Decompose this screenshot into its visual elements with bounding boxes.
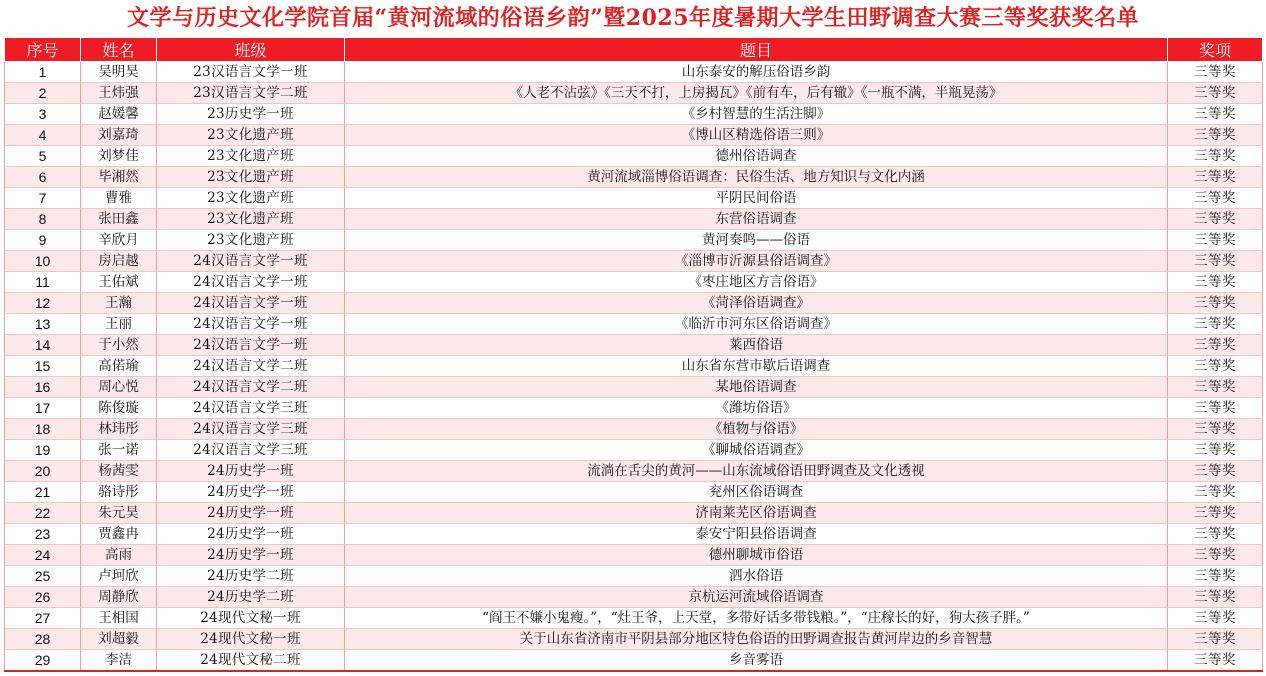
table-row <box>5 83 1263 104</box>
header-class: 班级 <box>157 38 345 62</box>
header-no: 序号 <box>5 38 81 62</box>
cell-class: 24历史学一班 <box>157 524 345 545</box>
table-row <box>5 356 1263 377</box>
cell-name: 吴明昊 <box>81 62 157 83</box>
cell-class: 24汉语言文学三班 <box>157 419 345 440</box>
table-row <box>5 314 1263 335</box>
table-row <box>5 587 1263 608</box>
cell-award: 三等奖 <box>1168 398 1263 419</box>
cell-name: 刘嘉琦 <box>81 125 157 146</box>
cell-topic: 泰安宁阳县俗语调查 <box>345 524 1168 545</box>
cell-topic: 《乡村智慧的生活注脚》 <box>345 104 1168 125</box>
table-body <box>5 62 1263 672</box>
cell-award: 三等奖 <box>1168 251 1263 272</box>
cell-name: 于小然 <box>81 335 157 356</box>
cell-class: 24现代文秘一班 <box>157 629 345 650</box>
cell-no: 27 <box>5 608 81 629</box>
cell-award: 三等奖 <box>1168 503 1263 524</box>
cell-no: 1 <box>5 62 81 83</box>
table-row <box>5 62 1263 83</box>
table-row <box>5 650 1263 672</box>
cell-class: 24汉语言文学一班 <box>157 293 345 314</box>
cell-no: 25 <box>5 566 81 587</box>
cell-class: 23汉语言文学一班 <box>157 62 345 83</box>
cell-class: 24历史学二班 <box>157 566 345 587</box>
cell-name: 李洁 <box>81 650 157 672</box>
cell-award: 三等奖 <box>1168 188 1263 209</box>
table-row <box>5 608 1263 629</box>
cell-award: 三等奖 <box>1168 461 1263 482</box>
cell-topic: 《植物与俗语》 <box>345 419 1168 440</box>
cell-no: 8 <box>5 209 81 230</box>
cell-topic: 《菏泽俗语调查》 <box>345 293 1168 314</box>
table-row <box>5 524 1263 545</box>
table-row <box>5 377 1263 398</box>
table-row <box>5 272 1263 293</box>
cell-award: 三等奖 <box>1168 293 1263 314</box>
cell-name: 林玮彤 <box>81 419 157 440</box>
cell-class: 23文化遗产班 <box>157 188 345 209</box>
cell-class: 24汉语言文学三班 <box>157 398 345 419</box>
table-row <box>5 398 1263 419</box>
cell-topic: 东营俗语调查 <box>345 209 1168 230</box>
table-row <box>5 230 1263 251</box>
cell-name: 朱元昊 <box>81 503 157 524</box>
header-topic: 题目 <box>345 38 1168 62</box>
cell-topic: “阎王不嫌小鬼瘦。”，“灶王爷，上天堂，多带好话多带钱粮。”，“庄稼长的好，狗大孩子胖。” <box>345 608 1168 629</box>
table-row <box>5 503 1263 524</box>
cell-no: 23 <box>5 524 81 545</box>
cell-name: 王丽 <box>81 314 157 335</box>
cell-award: 三等奖 <box>1168 104 1263 125</box>
table-row <box>5 461 1263 482</box>
cell-class: 23文化遗产班 <box>157 230 345 251</box>
cell-class: 24历史学一班 <box>157 482 345 503</box>
cell-name: 陈俊璇 <box>81 398 157 419</box>
table-row <box>5 104 1263 125</box>
cell-no: 5 <box>5 146 81 167</box>
cell-no: 3 <box>5 104 81 125</box>
table-row <box>5 482 1263 503</box>
table-row <box>5 440 1263 461</box>
cell-award: 三等奖 <box>1168 146 1263 167</box>
header-award: 奖项 <box>1168 38 1263 62</box>
cell-class: 24汉语言文学一班 <box>157 251 345 272</box>
cell-no: 2 <box>5 83 81 104</box>
cell-name: 辛欣月 <box>81 230 157 251</box>
cell-topic: 某地俗语调查 <box>345 377 1168 398</box>
cell-name: 卢珂欣 <box>81 566 157 587</box>
cell-class: 24历史学一班 <box>157 503 345 524</box>
cell-topic: 黄河奏鸣——俗语 <box>345 230 1168 251</box>
cell-topic: 乡音雾语 <box>345 650 1168 672</box>
cell-name: 毕湘然 <box>81 167 157 188</box>
cell-no: 28 <box>5 629 81 650</box>
cell-class: 24历史学二班 <box>157 587 345 608</box>
cell-award: 三等奖 <box>1168 524 1263 545</box>
table-row <box>5 293 1263 314</box>
cell-topic: 《枣庄地区方言俗语》 <box>345 272 1168 293</box>
cell-award: 三等奖 <box>1168 650 1263 672</box>
cell-class: 23历史学一班 <box>157 104 345 125</box>
cell-no: 17 <box>5 398 81 419</box>
cell-class: 24历史学一班 <box>157 461 345 482</box>
cell-topic: 莱西俗语 <box>345 335 1168 356</box>
cell-name: 王佑斌 <box>81 272 157 293</box>
cell-award: 三等奖 <box>1168 419 1263 440</box>
cell-no: 10 <box>5 251 81 272</box>
table-row <box>5 209 1263 230</box>
cell-class: 23文化遗产班 <box>157 146 345 167</box>
cell-name: 刘超毅 <box>81 629 157 650</box>
cell-no: 15 <box>5 356 81 377</box>
table-header-row <box>5 38 1263 62</box>
cell-class: 24汉语言文学三班 <box>157 440 345 461</box>
table-row <box>5 419 1263 440</box>
cell-topic: 兖州区俗语调查 <box>345 482 1168 503</box>
table-row <box>5 146 1263 167</box>
cell-no: 13 <box>5 314 81 335</box>
cell-topic: 《淄博市沂源县俗语调查》 <box>345 251 1168 272</box>
cell-topic: 流淌在舌尖的黄河——山东流域俗语田野调查及文化透视 <box>345 461 1168 482</box>
cell-name: 骆诗彤 <box>81 482 157 503</box>
cell-class: 24历史学一班 <box>157 545 345 566</box>
cell-topic: 德州聊城市俗语 <box>345 545 1168 566</box>
cell-name: 王瀚 <box>81 293 157 314</box>
cell-no: 26 <box>5 587 81 608</box>
cell-name: 曹雅 <box>81 188 157 209</box>
cell-name: 杨茜雯 <box>81 461 157 482</box>
cell-name: 刘梦佳 <box>81 146 157 167</box>
cell-class: 24汉语言文学一班 <box>157 314 345 335</box>
cell-award: 三等奖 <box>1168 545 1263 566</box>
cell-name: 高雨 <box>81 545 157 566</box>
cell-award: 三等奖 <box>1168 209 1263 230</box>
cell-no: 16 <box>5 377 81 398</box>
cell-topic: 《临沂市河东区俗语调查》 <box>345 314 1168 335</box>
cell-award: 三等奖 <box>1168 608 1263 629</box>
cell-class: 24汉语言文学二班 <box>157 377 345 398</box>
table-row <box>5 125 1263 146</box>
cell-no: 19 <box>5 440 81 461</box>
cell-class: 23文化遗产班 <box>157 209 345 230</box>
cell-no: 7 <box>5 188 81 209</box>
cell-award: 三等奖 <box>1168 62 1263 83</box>
cell-award: 三等奖 <box>1168 314 1263 335</box>
cell-no: 24 <box>5 545 81 566</box>
cell-award: 三等奖 <box>1168 440 1263 461</box>
cell-no: 29 <box>5 650 81 672</box>
cell-class: 24汉语言文学二班 <box>157 356 345 377</box>
table-row <box>5 251 1263 272</box>
award-table <box>4 37 1263 672</box>
cell-name: 王相国 <box>81 608 157 629</box>
cell-name: 贾鑫冉 <box>81 524 157 545</box>
cell-award: 三等奖 <box>1168 482 1263 503</box>
cell-name: 张田鑫 <box>81 209 157 230</box>
cell-topic: 《潍坊俗语》 <box>345 398 1168 419</box>
cell-topic: 平阴民间俗语 <box>345 188 1168 209</box>
cell-name: 周静欣 <box>81 587 157 608</box>
cell-no: 21 <box>5 482 81 503</box>
header-name: 姓名 <box>81 38 157 62</box>
cell-no: 12 <box>5 293 81 314</box>
cell-award: 三等奖 <box>1168 566 1263 587</box>
cell-award: 三等奖 <box>1168 356 1263 377</box>
cell-topic: 京杭运河流域俗语调查 <box>345 587 1168 608</box>
cell-no: 11 <box>5 272 81 293</box>
table-row <box>5 188 1263 209</box>
cell-topic: 泗水俗语 <box>345 566 1168 587</box>
cell-class: 24现代文秘二班 <box>157 650 345 672</box>
cell-name: 王炜强 <box>81 83 157 104</box>
cell-name: 赵媛馨 <box>81 104 157 125</box>
cell-no: 18 <box>5 419 81 440</box>
cell-topic: 德州俗语调查 <box>345 146 1168 167</box>
cell-award: 三等奖 <box>1168 335 1263 356</box>
table-row <box>5 566 1263 587</box>
table-row <box>5 545 1263 566</box>
cell-class: 24汉语言文学一班 <box>157 335 345 356</box>
table-row <box>5 629 1263 650</box>
cell-class: 23汉语言文学二班 <box>157 83 345 104</box>
cell-name: 张一诺 <box>81 440 157 461</box>
cell-topic: 《博山区精选俗语三则》 <box>345 125 1168 146</box>
cell-award: 三等奖 <box>1168 230 1263 251</box>
cell-topic: 《人老不沾弦》《三天不打，上房揭瓦》《前有车，后有辙》《一瓶不满，半瓶晃荡》 <box>345 83 1168 104</box>
cell-topic: 关于山东省济南市平阴县部分地区特色俗语的田野调查报告黄河岸边的乡音智慧 <box>345 629 1168 650</box>
cell-no: 14 <box>5 335 81 356</box>
cell-no: 22 <box>5 503 81 524</box>
cell-award: 三等奖 <box>1168 629 1263 650</box>
cell-award: 三等奖 <box>1168 167 1263 188</box>
cell-topic: 《聊城俗语调查》 <box>345 440 1168 461</box>
cell-award: 三等奖 <box>1168 587 1263 608</box>
cell-award: 三等奖 <box>1168 377 1263 398</box>
cell-no: 4 <box>5 125 81 146</box>
cell-class: 24现代文秘一班 <box>157 608 345 629</box>
cell-topic: 山东省东营市歇后语调查 <box>345 356 1168 377</box>
cell-award: 三等奖 <box>1168 125 1263 146</box>
cell-name: 房启越 <box>81 251 157 272</box>
cell-class: 23文化遗产班 <box>157 125 345 146</box>
cell-topic: 黄河流域淄博俗语调查：民俗生活、地方知识与文化内涵 <box>345 167 1168 188</box>
cell-class: 24汉语言文学一班 <box>157 272 345 293</box>
cell-no: 9 <box>5 230 81 251</box>
cell-no: 20 <box>5 461 81 482</box>
cell-topic: 济南莱芜区俗语调查 <box>345 503 1168 524</box>
cell-name: 高偌瑜 <box>81 356 157 377</box>
table-row <box>5 167 1263 188</box>
document-title: 文学与历史文化学院首届“黄河流域的俗语乡韵”暨2025年度暑期大学生田野调查大赛三等奖获奖名单 <box>126 5 1140 31</box>
cell-award: 三等奖 <box>1168 272 1263 293</box>
cell-award: 三等奖 <box>1168 83 1263 104</box>
cell-name: 周心悦 <box>81 377 157 398</box>
cell-topic: 山东泰安的解压俗语乡韵 <box>345 62 1168 83</box>
cell-class: 23文化遗产班 <box>157 167 345 188</box>
table-row <box>5 335 1263 356</box>
cell-no: 6 <box>5 167 81 188</box>
